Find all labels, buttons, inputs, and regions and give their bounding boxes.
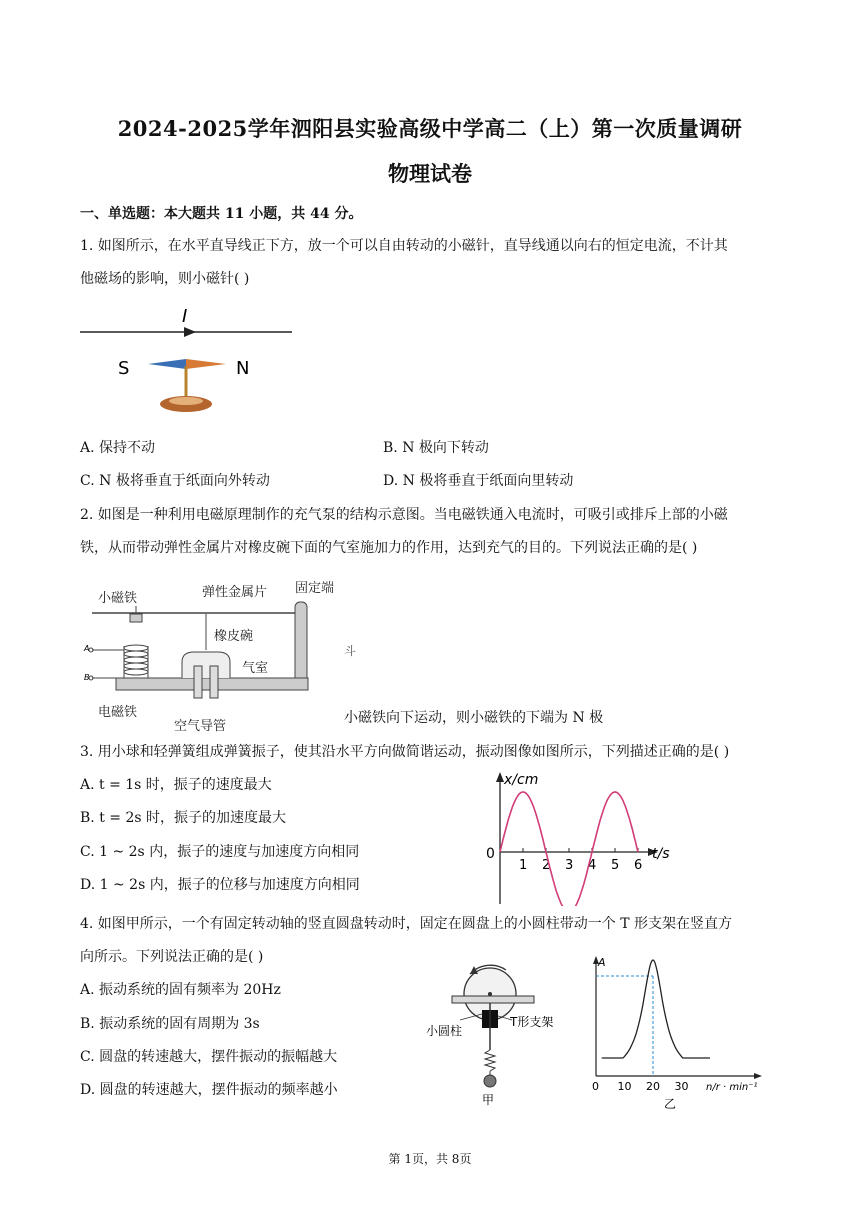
- q2-cut-fragment: 斗: [344, 644, 357, 658]
- q3-stem: 3. 用小球和轻弹簧组成弹簧振子，使其沿水平方向做简谐运动，振动图像如图所示，下列描述正确的是( ): [80, 744, 730, 760]
- label-tube: 空气导管: [174, 719, 227, 734]
- q4-figure-jia: [424, 960, 574, 1108]
- q4-stem-line1: 4. 如图甲所示，一个有固定转动轴的竖直圆盘转动时，固定在圆盘上的小圆柱带动一个 T 形支架在竖直方: [80, 916, 733, 932]
- q4-option-d: D. 圆盘的转速越大，摆件振动的频率越小: [80, 1082, 338, 1098]
- q3-option-c: C. 1 ~ 2s 内，振子的速度与加速度方向相同: [80, 844, 360, 860]
- q4-option-b: B. 振动系统的固有周期为 3s: [80, 1016, 260, 1032]
- caption-yi: 乙: [664, 1097, 677, 1110]
- current-label: I: [182, 306, 188, 327]
- x-tick-label: 1: [519, 858, 528, 873]
- label-magnet: 小磁铁: [98, 591, 138, 606]
- q1-stem-line1: 1. 如图所示，在水平直导线正下方，放一个可以自由转动的小磁针，直导线通以向右的恒定电流，不计其: [80, 238, 728, 254]
- res-tick-label: 0: [592, 1080, 599, 1093]
- x-tick-label: 2: [542, 858, 551, 873]
- page-footer: 第 1页，共 8页: [388, 1152, 472, 1166]
- title-line-2: 物理试卷: [388, 161, 472, 186]
- q4-resonance-chart: [588, 952, 768, 1110]
- res-y-label: A: [598, 956, 606, 969]
- north-label: N: [236, 358, 250, 379]
- q1-stem-line2: 他磁场的影响，则小磁针( ): [80, 271, 250, 287]
- x-tick-label: 5: [611, 858, 620, 873]
- x-tick-label: 3: [565, 858, 574, 873]
- south-label: S: [118, 358, 130, 379]
- y-axis-label: x/cm: [504, 772, 539, 788]
- x-tick-label: 4: [588, 858, 597, 873]
- q1-option-b: B. N 极向下转动: [383, 440, 489, 456]
- label-rubber: 橡皮碗: [214, 629, 254, 644]
- title-line-1: 2024-2025学年泗阳县实验高级中学高二（上）第一次质量调研: [117, 116, 743, 141]
- q3-option-a: A. t = 1s 时，振子的速度最大: [80, 777, 272, 793]
- label-metal: 弹性金属片: [202, 585, 268, 600]
- label-tframe: T形支架: [510, 1015, 554, 1029]
- res-tick-label: 20: [646, 1080, 660, 1093]
- q2-stem-line1: 2. 如图是一种利用电磁原理制作的充气泵的结构示意图。当电磁铁通入电流时，可吸引或排斥上部的小磁: [80, 507, 728, 523]
- terminal-b: B: [84, 673, 90, 682]
- q3-option-d: D. 1 ~ 2s 内，振子的位移与加速度方向相同: [80, 877, 360, 893]
- resonance-curve: [602, 960, 710, 1058]
- q3-option-b: B. t = 2s 时，振子的加速度最大: [80, 810, 286, 826]
- terminal-a: A: [84, 644, 90, 653]
- needle-north-half: [186, 359, 226, 369]
- q2-option-visible: 小磁铁向下运动，则小磁铁的下端为 N 极: [344, 710, 604, 726]
- label-electromagnet: 电磁铁: [98, 705, 138, 720]
- res-tick-label: 30: [674, 1080, 689, 1093]
- q4-option-a: A. 振动系统的固有频率为 20Hz: [80, 982, 281, 998]
- q1-option-a: A. 保持不动: [80, 440, 156, 456]
- caption-jia: 甲: [482, 1093, 495, 1107]
- label-cylinder: 小圆柱: [426, 1024, 463, 1038]
- section-heading: 一、单选题：本大题共 11 小题，共 44 分。: [80, 206, 363, 222]
- res-tick-label: 10: [617, 1080, 632, 1093]
- label-fixed: 固定端: [295, 581, 335, 596]
- q2-figure: [82, 578, 344, 736]
- q1-figure: [78, 300, 298, 420]
- x-axis-label: t/s: [652, 846, 670, 862]
- q1-option-d: D. N 极将垂直于纸面向里转动: [383, 473, 574, 489]
- q4-stem-line2: 向所示。下列说法正确的是( ): [80, 949, 264, 965]
- origin-label: 0: [486, 846, 495, 862]
- needle-south-half: [148, 359, 186, 369]
- label-chamber: 气室: [242, 661, 269, 676]
- q1-option-c: C. N 极将垂直于纸面向外转动: [80, 473, 270, 489]
- q3-vibration-chart: [478, 766, 678, 906]
- q4-option-c: C. 圆盘的转速越大，摆件振动的振幅越大: [80, 1049, 338, 1065]
- current-arrow: [184, 327, 196, 337]
- x-tick-label: 6: [634, 858, 643, 873]
- res-x-label: n/r · min⁻¹: [706, 1082, 758, 1093]
- q2-stem-line2: 铁，从而带动弹性金属片对橡皮碗下面的气室施加力的作用，达到充气的目的。下列说法正确的是( ): [80, 540, 698, 556]
